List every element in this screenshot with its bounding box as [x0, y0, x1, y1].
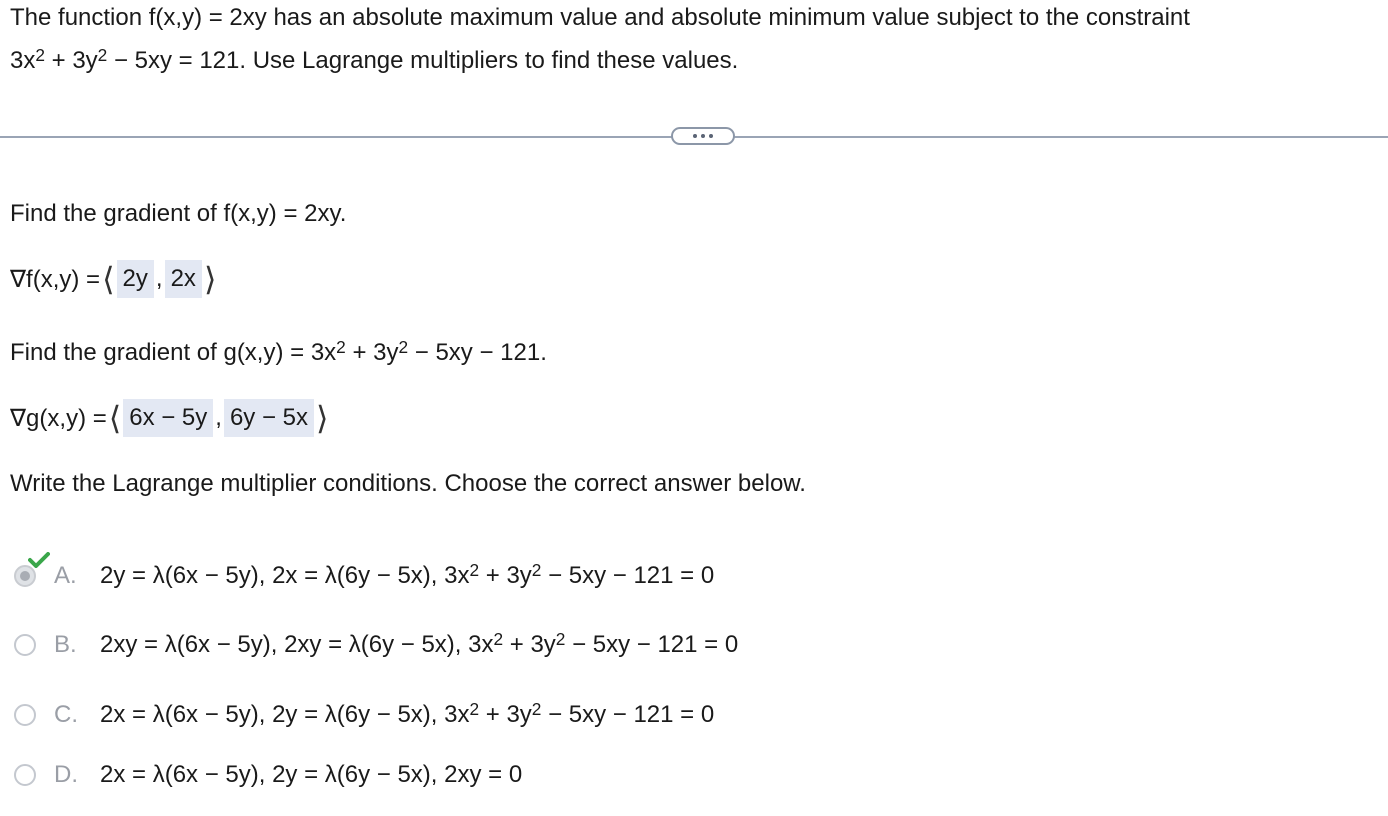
gradient-f-row: ∇f(x,y) = ⟨ 2y , 2x ⟩ — [10, 258, 218, 300]
show-more-button[interactable] — [671, 127, 735, 145]
option-letter: A. — [54, 562, 77, 589]
question-line-2: $3x^2 + 3y^2 - 5xy = 121$. Use Lagrange multipliers to find these values. — [10, 45, 739, 74]
step3-prompt: Write the Lagrange multiplier conditions. Choose the correct answer below. — [10, 470, 806, 497]
option-text: 2xy = λ(6x − 5y), 2xy = λ(6y − 5x), $3x^2 + 3y^2 - 5xy - 121 = 0$ — [100, 629, 739, 658]
gradient-g-label: ∇g(x,y) = — [10, 404, 107, 432]
option-d[interactable] — [14, 757, 522, 793]
gradient-f-label: ∇f(x,y) = — [10, 265, 101, 293]
step2-prompt: Find the gradient of $g(x,y) = 3x^2 + 3y^2 - 5xy - 121$. — [10, 337, 547, 366]
right-angle-bracket: ⟩ — [203, 261, 217, 297]
option-c[interactable] — [14, 697, 714, 733]
gradient-g-row: ∇g(x,y) = ⟨ 6x − 5y , 6y − 5x ⟩ — [10, 397, 330, 439]
ellipsis-icon — [693, 134, 697, 138]
radio-b[interactable] — [14, 634, 36, 656]
option-text: 2y = λ(6x − 5y), 2x = λ(6y − 5x), $3x^2 + 3y^2 - 5xy - 121 = 0$ — [100, 560, 715, 589]
radio-d[interactable] — [14, 764, 36, 786]
radio-c[interactable] — [14, 704, 36, 726]
option-letter: D. — [54, 761, 78, 788]
option-a[interactable] — [14, 558, 714, 594]
checkmark-icon — [28, 552, 50, 568]
gradient-f-y-answer[interactable]: 2x — [165, 260, 202, 298]
gradient-f-x-answer[interactable]: 2y — [117, 260, 154, 298]
gradient-g-y-answer[interactable]: 6y − 5x — [224, 399, 314, 437]
gradient-g-x-answer[interactable]: 6x − 5y — [123, 399, 213, 437]
option-text: 2x = λ(6x − 5y), 2y = λ(6y − 5x), $3x^2 + 3y^2 - 5xy - 121 = 0$ — [100, 699, 715, 728]
left-angle-bracket: ⟨ — [108, 400, 122, 436]
step1-prompt: Find the gradient of f(x,y) = 2xy. — [10, 200, 347, 227]
right-angle-bracket: ⟩ — [316, 400, 329, 436]
radio-a[interactable] — [14, 565, 36, 587]
option-b[interactable] — [14, 627, 738, 663]
option-letter: B. — [54, 631, 77, 658]
option-letter: C. — [54, 701, 78, 728]
question-line-1: The function f(x,y) = 2xy has an absolute maximum value and absolute minimum value subject to the constraint — [10, 4, 1190, 31]
option-text: 2x = λ(6x − 5y), 2y = λ(6y − 5x), 2xy = 0 — [100, 761, 523, 788]
left-angle-bracket: ⟨ — [102, 261, 115, 297]
